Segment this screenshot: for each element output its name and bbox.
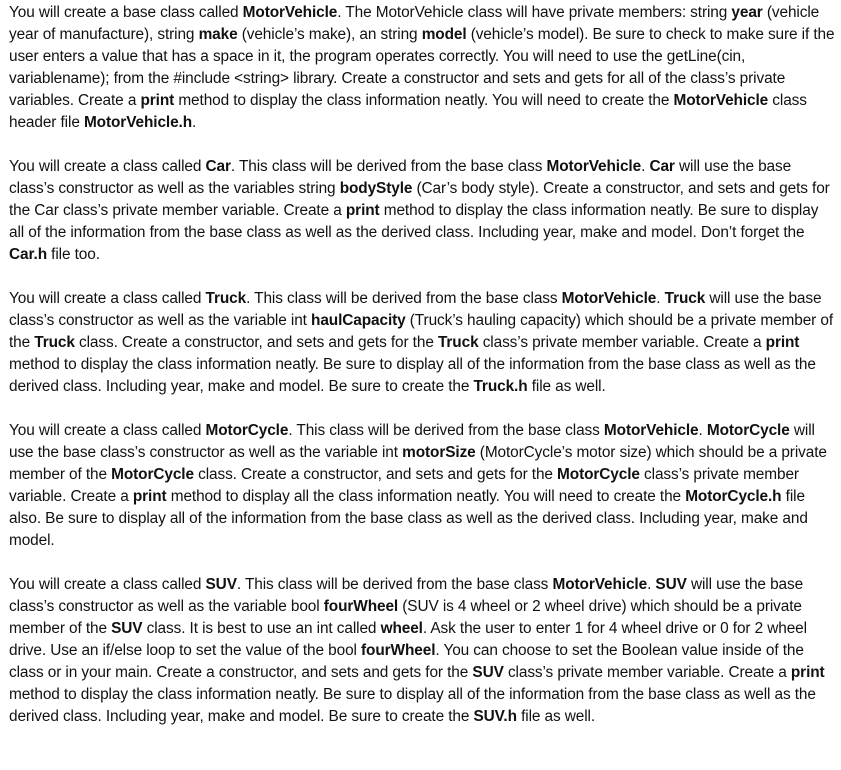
text-run: . This class will be derived from the base class — [246, 290, 562, 307]
text-run: class’s private member variable. Create a — [503, 664, 791, 681]
bold-term: SUV — [472, 664, 504, 681]
bold-term: MotorVehicle — [242, 4, 338, 21]
text-run: . This class will be derived from the base class — [288, 422, 604, 439]
text-run: class’s private member variable. Create a — [9, 466, 799, 505]
text-run: (Car’s body style). Create a constructor, and sets and gets for the Car class’s private member variable. Create a — [9, 180, 830, 219]
paragraph-motorcycle — [9, 420, 837, 552]
bold-term: MotorCycle.h — [685, 488, 782, 505]
text-run: class. It is best to use an int called — [142, 620, 381, 637]
bold-term: make — [198, 26, 238, 43]
bold-term: print — [140, 92, 175, 109]
document-body — [9, 2, 837, 750]
text-run: method to display the class information neatly. You will need to create the — [174, 92, 674, 109]
text-run: file as well. — [516, 708, 596, 725]
bold-term: MotorVehicle — [673, 92, 769, 109]
bold-term: MotorCycle — [111, 466, 194, 483]
text-run: method to display all the class information neatly. You will need to create the — [166, 488, 686, 505]
bold-term: bodyStyle — [339, 180, 413, 197]
text-run: You will create a class called — [9, 158, 206, 175]
text-run: method to display the class information neatly. Be sure to display all of the information from the base class as well as the derived class. Including year, make and model. Don’t forget the — [9, 202, 819, 241]
text-run: file too. — [47, 246, 100, 263]
bold-term: fourWheel — [361, 642, 436, 659]
text-run: You will create a class called — [9, 576, 206, 593]
bold-term: Truck — [664, 290, 706, 307]
bold-term: SUV — [655, 576, 687, 593]
bold-term: MotorVehicle — [561, 290, 657, 307]
text-run: class. Create a constructor, and sets and gets for the — [74, 334, 438, 351]
text-run: class header file — [9, 92, 807, 131]
text-run: . Ask the user to enter 1 for 4 wheel drive or 0 for 2 wheel drive. Use an if/else loop to set the value of the bool — [9, 620, 807, 659]
text-run: . You can choose to set the Boolean value inside of the class or in your main. Create a constructor, and sets and gets for the — [9, 642, 804, 681]
text-run: . — [698, 422, 707, 439]
text-run: will use the base class’s constructor as well as the variables string — [9, 158, 792, 197]
bold-term: Truck — [205, 290, 247, 307]
bold-term: SUV — [205, 576, 237, 593]
text-run: (vehicle’s model). Be sure to check to make sure if the user enters a value that has a space in it, the program operates correctly. You will need to use the getLine(cin, variablename); from the #include <string> library. Create a constructor and sets and gets for all of the class’s private variables. Create a — [9, 26, 835, 109]
text-run: . This class will be derived from the base class — [230, 158, 547, 175]
text-run: . — [192, 114, 197, 131]
text-run: (vehicle year of manufacture), string — [9, 4, 820, 43]
text-run: file as well. — [527, 378, 606, 395]
text-run: file also. Be sure to display all of the information from the base class as well as the derived class. Including year, make and model. — [9, 488, 808, 549]
bold-term: print — [765, 334, 800, 351]
bold-term: print — [132, 488, 167, 505]
text-run: (SUV is 4 wheel or 2 wheel drive) which should be a private member of the — [9, 598, 802, 637]
bold-term: Truck — [437, 334, 479, 351]
bold-term: model — [421, 26, 467, 43]
paragraph-suv — [9, 574, 837, 728]
text-run: class. Create a constructor, and sets and gets for the — [193, 466, 558, 483]
bold-term: MotorVehicle — [546, 158, 642, 175]
text-run: (MotorCycle’s motor size) which should be a private member of the — [9, 444, 827, 483]
bold-term: Truck — [34, 334, 75, 351]
text-run: . — [641, 158, 650, 175]
bold-term: print — [790, 664, 825, 681]
bold-term: MotorCycle — [205, 422, 289, 439]
paragraph-car — [9, 156, 837, 266]
bold-term: MotorCycle — [557, 466, 640, 483]
text-run: will use the base class’s constructor as well as the variable bool — [9, 576, 804, 615]
bold-term: MotorVehicle — [603, 422, 699, 439]
text-run: . — [656, 290, 665, 307]
bold-term: fourWheel — [323, 598, 399, 615]
text-run: (vehicle’s make), an string — [237, 26, 422, 43]
text-run: You will create a class called — [9, 422, 206, 439]
text-run: will use the base class’s constructor as well as the variable int — [9, 422, 815, 461]
text-run: method to display the class information neatly. Be sure to display all of the information from the base class as well as the derived class. Including year, make and model. Be sure to create the — [9, 356, 816, 395]
paragraph-truck — [9, 288, 837, 398]
bold-term: SUV — [111, 620, 143, 637]
text-run: class’s private member variable. Create a — [478, 334, 766, 351]
bold-term: MotorVehicle — [552, 576, 648, 593]
text-run: You will create a base class called — [9, 4, 243, 21]
paragraph-motorvehicle — [9, 2, 837, 134]
text-run: (Truck’s hauling capacity) which should be a private member of the — [9, 312, 834, 351]
text-run: You will create a class called — [9, 290, 206, 307]
text-run: . — [647, 576, 656, 593]
bold-term: Car.h — [9, 246, 47, 263]
bold-term: year — [731, 4, 763, 21]
text-run: . This class will be derived from the base class — [236, 576, 553, 593]
bold-term: wheel — [380, 620, 423, 637]
text-run: . The MotorVehicle class will have private members: string — [337, 4, 732, 21]
text-run: method to display the class information neatly. Be sure to display all of the information from the base class as well as the derived class. Including year, make and model. Be sure to create the — [9, 686, 816, 725]
bold-term: SUV.h — [473, 708, 517, 725]
bold-term: Car — [205, 158, 231, 175]
bold-term: MotorVehicle.h — [83, 114, 193, 131]
bold-term: print — [345, 202, 380, 219]
bold-term: Car — [649, 158, 675, 175]
text-run: will use the base class’s constructor as well as the variable int — [9, 290, 822, 329]
bold-term: MotorCycle — [706, 422, 790, 439]
bold-term: Truck.h — [473, 378, 528, 395]
bold-term: haulCapacity — [311, 312, 406, 329]
bold-term: motorSize — [402, 444, 476, 461]
